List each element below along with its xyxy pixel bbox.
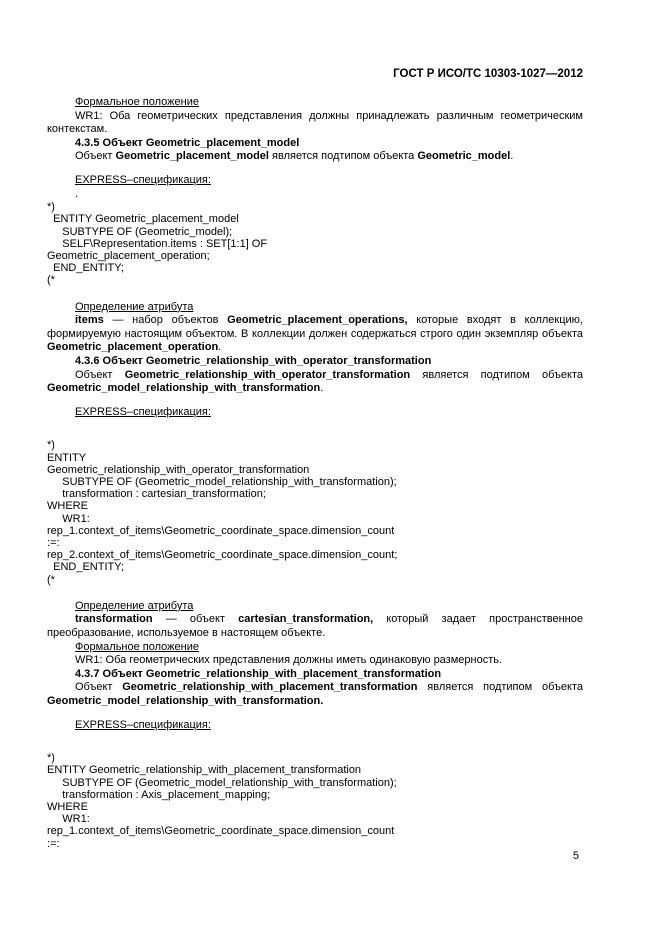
heading-number: 4.3.5	[75, 136, 100, 149]
express-code-block: *) ENTITY Geometric_relationship_with_placement_transformation SUBTYPE OF (Geometric_model_relationship_with_transformation); transformation : Axis_placement_mapping; WHERE WR1: rep_1.context_of_items\Geometric_coordinate_space.dimension_count :=:	[47, 752, 397, 850]
heading-entity: Geometric_relationship_with_operator_transformation	[145, 354, 432, 367]
desc-entity: Geometric_relationship_with_placement_transformation	[122, 681, 418, 694]
attr-name: transformation	[75, 613, 153, 626]
express-code-block: *) ENTITY Geometric_placement_model SUBTYPE OF (Geometric_model); SELF\Representation.items : SET[1:1] OF Geometric_placement_operation; END_ENTITY; (*	[47, 201, 268, 287]
desc-supertype: Geometric_model_relationship_with_transformation	[47, 382, 321, 395]
heading-entity: Geometric_placement_model	[145, 136, 300, 149]
desc-supertype: Geometric_model	[417, 150, 511, 163]
desc-text: Объект	[75, 150, 113, 163]
attr-text: которые входят в коллекцию, формируемую настоящим объектом. В коллекции должен содержаться строго один экземпляр объекта	[47, 314, 583, 340]
attr-entity: cartesian_transformation,	[238, 613, 374, 626]
section-heading-4-3-5	[47, 137, 583, 151]
formal-statement-text: WR1: Оба геометрических представления должны принадлежать различным геометрическим контекстам.	[47, 109, 583, 136]
express-spec-label: EXPRESS–спецификация:	[75, 718, 211, 731]
attr-text: который задает пространственное преобразование, используемое в настоящем объекте.	[47, 613, 583, 639]
page-number: 5	[572, 850, 579, 862]
attr-text: — набор объектов	[103, 314, 228, 327]
entity-description	[47, 150, 583, 164]
heading-number: 4.3.7	[75, 667, 100, 680]
desc-entity: Geometric_placement_model	[115, 150, 269, 163]
heading-word: Объект	[102, 354, 143, 367]
desc-text: является подтипом объекта	[417, 681, 583, 694]
page-header: ГОСТ Р ИСО/ТС 10303-1027—2012	[393, 68, 583, 80]
heading-word: Объект	[102, 667, 143, 680]
desc-text: Объект	[75, 368, 125, 381]
attr-entity: Geometric_placement_operation	[47, 341, 219, 354]
section-heading-4-3-7	[47, 668, 583, 682]
stray-dot: .	[75, 187, 79, 200]
attr-text: — объект	[152, 613, 239, 626]
attribute-definition-label: Определение атрибута	[75, 599, 194, 612]
desc-text: .	[320, 382, 324, 395]
attribute-definition-text	[47, 314, 583, 355]
express-spec-label: EXPRESS–спецификация:	[75, 405, 211, 418]
express-code-block: *) ENTITY Geometric_relationship_with_operator_transformation SUBTYPE OF (Geometric_model_relationship_with_transformation); transformation : cartesian_transformation; WHERE WR1: rep_1.context_of_items\Geometric_coordinate_space.dimension_count :=: rep_2.context_of_items\Geometric_coordinate_space.dimension_count; END_ENTITY; (*	[47, 439, 398, 586]
entity-description	[47, 681, 583, 708]
attr-entity: Geometric_placement_operations,	[227, 314, 408, 327]
desc-entity: Geometric_relationship_with_operator_transformation	[124, 368, 411, 381]
attr-name: items	[75, 314, 104, 327]
formal-statement-label: Формальное положение	[75, 640, 199, 653]
section-heading-4-3-6	[47, 355, 583, 369]
document-body	[47, 96, 583, 850]
entity-description	[47, 369, 583, 396]
desc-text: является подтипом объекта	[272, 150, 415, 163]
formal-statement-label: Формальное положение	[75, 96, 199, 108]
desc-supertype: Geometric_model_relationship_with_transformation.	[47, 694, 324, 707]
heading-entity: Geometric_relationship_with_placement_transformation	[145, 667, 442, 680]
heading-number: 4.3.6	[75, 354, 100, 367]
attr-text: .	[218, 341, 222, 354]
desc-text: Объект	[75, 681, 123, 694]
formal-statement-text: WR1: Оба геометрических представления должны иметь одинаковую размерность.	[75, 654, 503, 667]
attribute-definition-text	[47, 613, 583, 640]
express-spec-label: EXPRESS–спецификация:	[75, 173, 211, 186]
desc-text: .	[510, 150, 514, 163]
heading-word: Объект	[102, 136, 143, 149]
attribute-definition-label: Определение атрибута	[75, 300, 194, 313]
desc-text: является подтипом объекта	[410, 368, 583, 381]
